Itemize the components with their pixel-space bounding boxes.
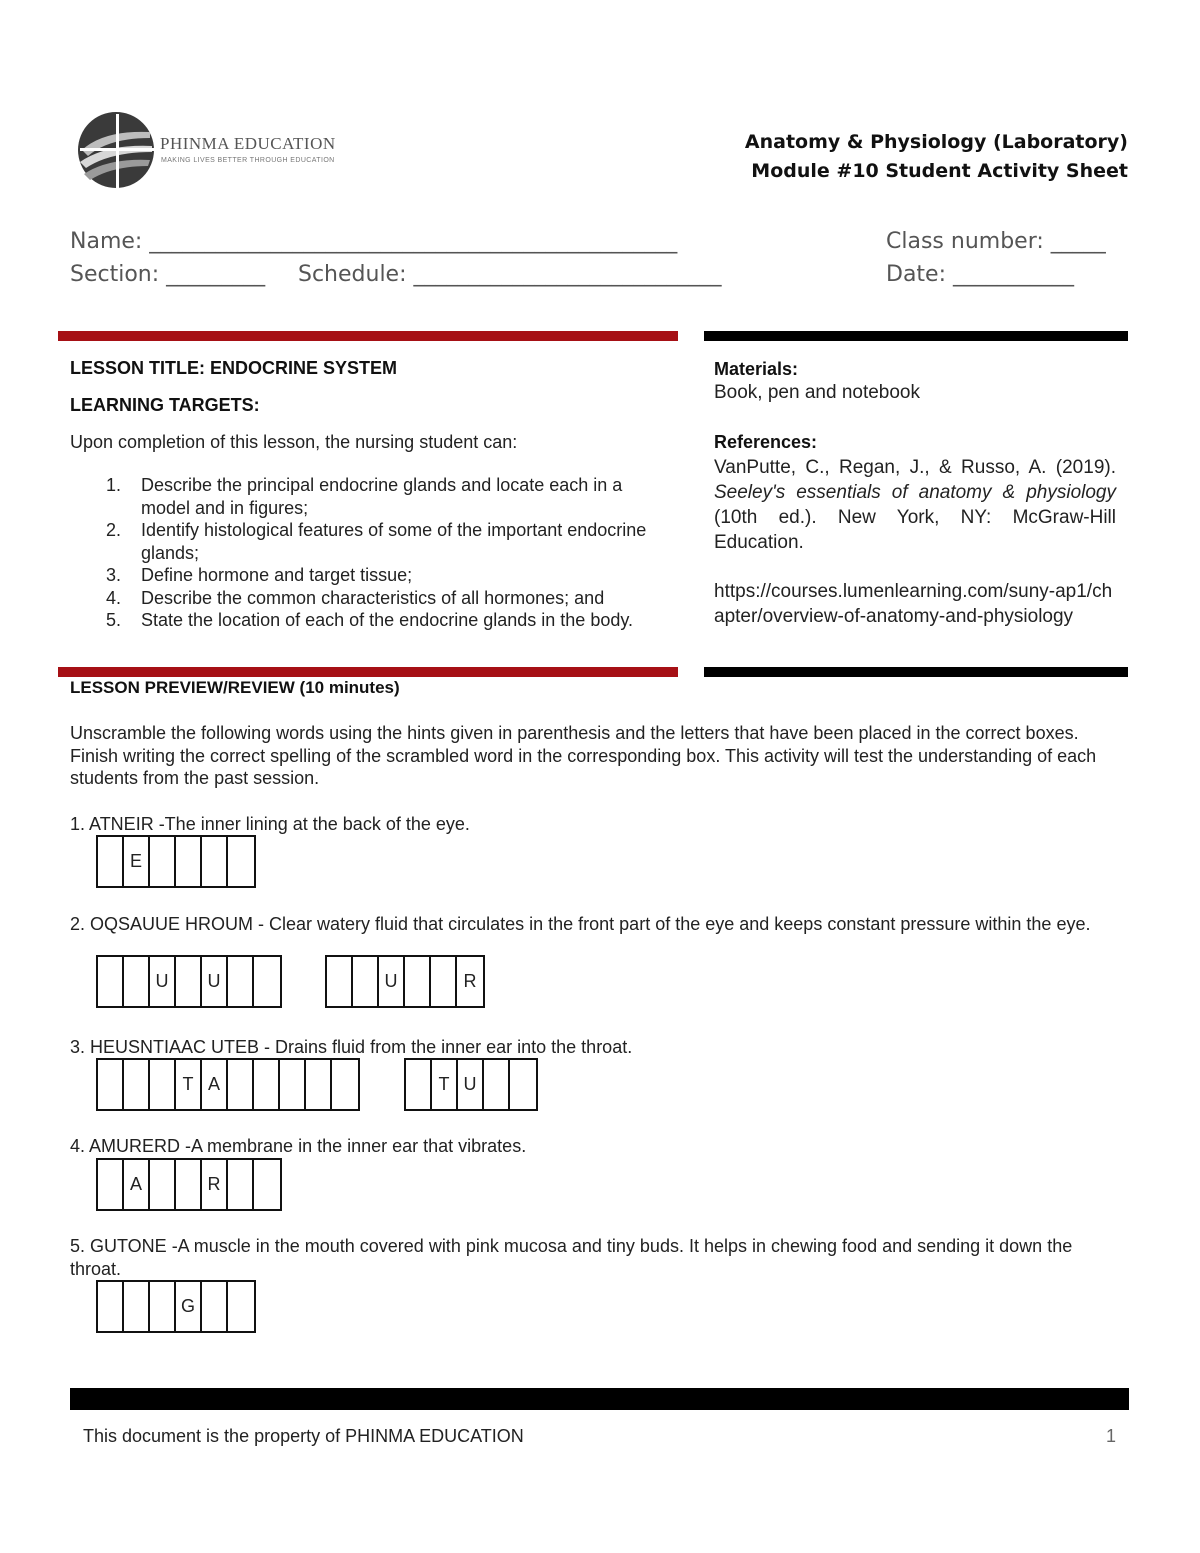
course-title: Anatomy & Physiology (Laboratory) xyxy=(744,131,1128,153)
letter-box[interactable]: G xyxy=(176,1282,202,1331)
class-number-field[interactable]: Class number: _____ xyxy=(886,229,1106,254)
letter-box[interactable] xyxy=(327,957,353,1006)
letter-box[interactable] xyxy=(306,1060,332,1109)
letter-box[interactable] xyxy=(405,957,431,1006)
letter-box[interactable] xyxy=(150,1060,176,1109)
answer-boxes-q2-word1[interactable] xyxy=(96,955,282,1008)
references-heading: References: xyxy=(714,432,818,452)
answer-boxes-q4[interactable] xyxy=(96,1158,282,1211)
black-divider-top xyxy=(704,331,1128,341)
red-divider-bottom xyxy=(58,667,678,677)
question-4: 4. AMURERD -A membrane in the inner ear that vibrates. xyxy=(70,1136,527,1156)
question-3: 3. HEUSNTIAAC UTEB - Drains fluid from the inner ear into the throat. xyxy=(70,1037,633,1057)
name-field[interactable]: Name: ________________________________________________ xyxy=(70,229,678,254)
letter-box[interactable] xyxy=(176,1160,202,1209)
letter-box[interactable] xyxy=(98,1160,124,1209)
letter-box[interactable] xyxy=(150,1282,176,1331)
preview-heading: LESSON PREVIEW/REVIEW (10 minutes) xyxy=(70,678,400,697)
letter-box[interactable] xyxy=(202,1282,228,1331)
materials-heading: Materials: xyxy=(714,359,799,379)
letter-box[interactable] xyxy=(510,1060,536,1109)
answer-boxes-q3-word1[interactable] xyxy=(96,1058,360,1111)
black-divider-bottom xyxy=(704,667,1128,677)
red-divider-top xyxy=(58,331,678,341)
question-1: 1. ATNEIR -The inner lining at the back of the eye. xyxy=(70,814,470,834)
letter-box[interactable]: U xyxy=(458,1060,484,1109)
letter-box[interactable] xyxy=(332,1060,358,1109)
materials-text: Book, pen and notebook xyxy=(714,382,921,403)
learning-targets-list xyxy=(70,474,660,632)
letter-box[interactable] xyxy=(124,1060,150,1109)
section-field[interactable]: Section: _________ xyxy=(70,262,266,287)
letter-box[interactable] xyxy=(98,957,124,1006)
letter-box[interactable] xyxy=(124,957,150,1006)
targets-intro: Upon completion of this lesson, the nursing student can: xyxy=(70,432,518,452)
letter-box[interactable] xyxy=(228,1282,254,1331)
page-number: 1 xyxy=(1105,1426,1116,1446)
letter-box[interactable] xyxy=(150,837,176,886)
letter-box[interactable] xyxy=(150,1160,176,1209)
preview-instructions: Unscramble the following words using the hints given in parenthesis and the letters that have been placed in the correct boxes. Finish writing the correct spelling of the scrambled word in the corresponding box. This activity will test the understanding of each students from the past session. xyxy=(70,723,1097,788)
question-2: 2. OQSAUUE HROUM - Clear watery fluid that circulates in the front part of the eye and keeps constant pressure within the eye. xyxy=(70,914,1091,934)
letter-box[interactable] xyxy=(280,1060,306,1109)
letter-box[interactable] xyxy=(228,1060,254,1109)
footer-text: This document is the property of PHINMA EDUCATION xyxy=(83,1426,524,1446)
letter-box[interactable]: R xyxy=(202,1160,228,1209)
schedule-field[interactable]: Schedule: ____________________________ xyxy=(298,262,722,287)
letter-box[interactable]: R xyxy=(463,971,477,991)
answer-boxes-q2-word2[interactable] xyxy=(325,955,485,1008)
letter-box[interactable]: A xyxy=(124,1160,150,1209)
letter-box[interactable]: T xyxy=(176,1060,202,1109)
answer-boxes-q1[interactable] xyxy=(96,835,256,888)
answer-boxes-q5[interactable] xyxy=(96,1280,256,1333)
module-title: Module #10 Student Activity Sheet xyxy=(751,160,1128,182)
lesson-title: LESSON TITLE: ENDOCRINE SYSTEM xyxy=(70,358,398,378)
letter-box[interactable] xyxy=(98,1282,124,1331)
logo-name: PHINMA EDUCATION xyxy=(160,134,336,153)
date-field[interactable]: Date: ___________ xyxy=(886,262,1074,287)
letter-box[interactable] xyxy=(124,1282,150,1331)
letter-box[interactable] xyxy=(353,957,379,1006)
letter-box[interactable] xyxy=(228,1160,254,1209)
reference-citation: VanPutte, C., Regan, J., & Russo, A. (2019). Seeley's essentials of anatomy & physiology (10th ed.). New York, NY: McGraw-Hill Education. xyxy=(714,457,1116,553)
letter-box[interactable] xyxy=(254,1060,280,1109)
target-item: 3. Define hormone and target tissue; xyxy=(106,565,413,585)
letter-box[interactable] xyxy=(202,837,228,886)
letter-box[interactable]: U xyxy=(379,957,405,1006)
letter-box[interactable] xyxy=(176,957,202,1006)
letter-box[interactable] xyxy=(254,1160,280,1209)
question-5: 5. GUTONE -A muscle in the mouth covered with pink mucosa and tiny buds. It helps in chewing food and sending it down the throat. xyxy=(70,1236,1073,1279)
letter-box[interactable]: U xyxy=(202,957,228,1006)
phinma-emblem-icon xyxy=(74,110,164,194)
letter-box[interactable] xyxy=(254,957,280,1006)
reference-url-link[interactable]: https://courses.lumenlearning.com/suny-ap1/chapter/overview-of-anatomy-and-physiology xyxy=(714,581,1113,627)
letter-box[interactable] xyxy=(98,837,124,886)
letter-box[interactable]: U xyxy=(150,957,176,1006)
target-item: 4. Describe the common characteristics of all hormones; and xyxy=(106,587,605,608)
logo-tagline: MAKING LIVES BETTER THROUGH EDUCATION xyxy=(161,157,335,164)
letter-box[interactable] xyxy=(228,837,254,886)
letter-box[interactable] xyxy=(406,1060,432,1109)
letter-box[interactable]: T xyxy=(432,1060,458,1109)
letter-box[interactable] xyxy=(484,1060,510,1109)
letter-box[interactable]: E xyxy=(124,837,150,886)
answer-boxes-q3-word2[interactable] xyxy=(404,1058,538,1111)
letter-box[interactable] xyxy=(98,1060,124,1109)
letter-box[interactable] xyxy=(176,837,202,886)
target-item: 2. Identify histological features of some of the important endocrine glands; xyxy=(106,520,647,563)
letter-box[interactable] xyxy=(431,957,457,1006)
footer-bar xyxy=(70,1388,1129,1410)
letter-box[interactable]: A xyxy=(202,1060,228,1109)
letter-box[interactable] xyxy=(228,957,254,1006)
target-item: 5. State the location of each of the endocrine glands in the body. xyxy=(106,610,634,630)
target-item: 1. Describe the principal endocrine glands and locate each in a model and in figures; xyxy=(106,475,623,518)
learning-targets-heading: LEARNING TARGETS: xyxy=(70,395,260,415)
